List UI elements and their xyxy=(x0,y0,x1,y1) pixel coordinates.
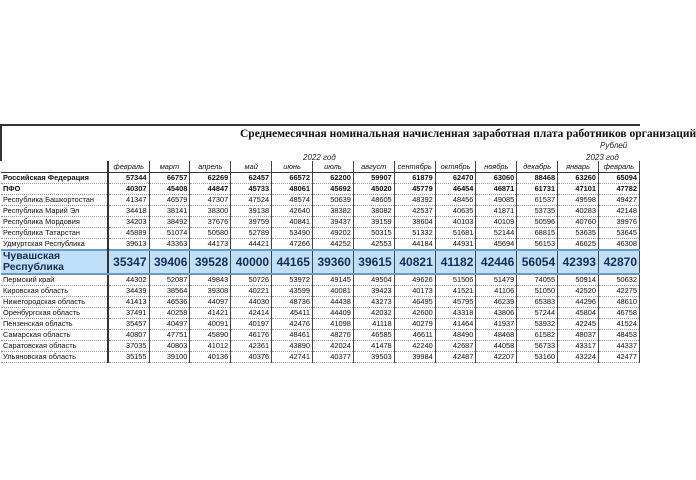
month-header-row xyxy=(1,161,640,173)
value-cell[interactable]: 40109 xyxy=(476,217,517,228)
value-cell[interactable]: 42414 xyxy=(231,308,272,319)
value-cell[interactable]: 65094 xyxy=(598,173,639,184)
table-row xyxy=(1,297,640,308)
value-cell[interactable]: 48461 xyxy=(272,330,313,341)
table-row xyxy=(1,173,640,184)
region-name-cell[interactable]: Удмуртская Республика xyxy=(1,239,108,251)
value-cell[interactable]: 40197 xyxy=(231,319,272,330)
value-cell[interactable]: 46454 xyxy=(435,184,476,195)
value-cell[interactable]: 47307 xyxy=(190,195,231,206)
value-cell[interactable]: 41106 xyxy=(476,286,517,297)
value-cell[interactable]: 40081 xyxy=(312,286,353,297)
value-cell[interactable]: 44847 xyxy=(190,184,231,195)
value-cell[interactable]: 39100 xyxy=(149,352,190,363)
month-header[interactable]: март xyxy=(149,161,190,173)
value-cell[interactable]: 50580 xyxy=(190,228,231,239)
value-cell[interactable]: 48453 xyxy=(598,330,639,341)
value-cell[interactable]: 42393 xyxy=(558,250,599,274)
value-cell[interactable]: 48276 xyxy=(312,330,353,341)
month-header[interactable]: август xyxy=(353,161,394,173)
value-cell[interactable]: 38300 xyxy=(190,206,231,217)
value-cell[interactable]: 40258 xyxy=(149,308,190,319)
value-cell[interactable]: 40103 xyxy=(435,217,476,228)
value-cell[interactable]: 48605 xyxy=(353,195,394,206)
value-cell[interactable]: 47751 xyxy=(149,330,190,341)
value-cell[interactable]: 88468 xyxy=(517,173,558,184)
value-cell[interactable]: 47101 xyxy=(558,184,599,195)
value-cell[interactable]: 43806 xyxy=(476,308,517,319)
value-cell[interactable]: 46758 xyxy=(598,308,639,319)
value-cell[interactable]: 40376 xyxy=(231,352,272,363)
value-cell[interactable]: 40841 xyxy=(272,217,313,228)
value-cell[interactable]: 40635 xyxy=(435,206,476,217)
value-cell[interactable]: 41464 xyxy=(435,319,476,330)
month-header[interactable]: апрель xyxy=(190,161,231,173)
value-cell[interactable]: 35347 xyxy=(108,250,149,274)
region-name-cell[interactable]: Чувашская Республика xyxy=(1,250,108,274)
table-row xyxy=(1,286,640,297)
value-cell[interactable]: 39360 xyxy=(312,250,353,274)
value-cell[interactable]: 42487 xyxy=(435,352,476,363)
value-cell[interactable]: 45804 xyxy=(558,308,599,319)
region-name-cell[interactable]: Республика Татарстан xyxy=(1,228,108,239)
value-cell[interactable]: 42361 xyxy=(231,341,272,352)
value-cell[interactable]: 38141 xyxy=(149,206,190,217)
value-cell[interactable]: 46495 xyxy=(394,297,435,308)
table-row xyxy=(1,308,640,319)
value-cell[interactable]: 49626 xyxy=(394,274,435,286)
value-cell[interactable]: 46579 xyxy=(149,195,190,206)
value-cell[interactable]: 44030 xyxy=(231,297,272,308)
value-cell[interactable]: 53160 xyxy=(517,352,558,363)
value-cell[interactable]: 39159 xyxy=(353,217,394,228)
value-cell[interactable]: 43317 xyxy=(558,341,599,352)
value-cell[interactable]: 40173 xyxy=(394,286,435,297)
region-name-cell[interactable]: Саратовская область xyxy=(1,341,108,352)
value-cell[interactable]: 43599 xyxy=(272,286,313,297)
value-cell[interactable]: 44058 xyxy=(476,341,517,352)
value-cell[interactable]: 51050 xyxy=(517,286,558,297)
value-cell[interactable]: 40091 xyxy=(190,319,231,330)
value-cell[interactable]: 50315 xyxy=(353,228,394,239)
month-header[interactable]: октябрь xyxy=(435,161,476,173)
value-cell[interactable]: 44165 xyxy=(272,250,313,274)
value-cell[interactable]: 42870 xyxy=(598,250,639,274)
table-row xyxy=(1,250,640,274)
region-name-cell[interactable]: Самарская область xyxy=(1,330,108,341)
value-cell[interactable]: 35457 xyxy=(108,319,149,330)
value-cell[interactable]: 40377 xyxy=(312,352,353,363)
value-cell[interactable]: 51479 xyxy=(476,274,517,286)
value-cell[interactable]: 50726 xyxy=(231,274,272,286)
value-cell[interactable]: 63060 xyxy=(476,173,517,184)
value-cell[interactable]: 45795 xyxy=(435,297,476,308)
table-row xyxy=(1,341,640,352)
value-cell[interactable]: 48061 xyxy=(272,184,313,195)
value-cell[interactable]: 39528 xyxy=(190,250,231,274)
value-cell[interactable]: 46239 xyxy=(476,297,517,308)
value-cell[interactable]: 52087 xyxy=(149,274,190,286)
table-row xyxy=(1,330,640,341)
table-row xyxy=(1,319,640,330)
value-cell[interactable]: 57344 xyxy=(108,173,149,184)
value-cell[interactable]: 40307 xyxy=(108,184,149,195)
value-cell[interactable]: 39613 xyxy=(108,239,149,251)
value-cell[interactable]: 42207 xyxy=(476,352,517,363)
value-cell[interactable]: 56153 xyxy=(517,239,558,251)
spreadsheet xyxy=(0,124,640,363)
region-name-cell[interactable]: Оренбургская область xyxy=(1,308,108,319)
value-cell[interactable]: 49598 xyxy=(558,195,599,206)
value-cell[interactable]: 46536 xyxy=(149,297,190,308)
report-title: Среднемесячная номинальная начисленная заработная плата работников организаций xyxy=(240,128,696,140)
value-cell[interactable]: 66572 xyxy=(272,173,313,184)
value-cell[interactable]: 44931 xyxy=(435,239,476,251)
value-cell[interactable]: 47266 xyxy=(272,239,313,251)
value-cell[interactable]: 52789 xyxy=(231,228,272,239)
value-cell[interactable]: 34439 xyxy=(108,286,149,297)
value-cell[interactable]: 40000 xyxy=(231,250,272,274)
value-cell[interactable]: 44421 xyxy=(231,239,272,251)
value-cell[interactable]: 45411 xyxy=(272,308,313,319)
value-cell[interactable]: 48456 xyxy=(435,195,476,206)
salary-table xyxy=(0,124,640,363)
region-name-cell[interactable]: Республика Башкортостан xyxy=(1,195,108,206)
value-cell[interactable]: 37035 xyxy=(108,341,149,352)
value-cell[interactable]: 41524 xyxy=(598,319,639,330)
region-name-cell[interactable]: Пермский край xyxy=(1,274,108,286)
value-cell[interactable]: 38082 xyxy=(353,206,394,217)
value-cell[interactable]: 39423 xyxy=(353,286,394,297)
value-cell[interactable]: 44337 xyxy=(598,341,639,352)
value-cell[interactable]: 38382 xyxy=(312,206,353,217)
value-cell[interactable]: 41098 xyxy=(312,319,353,330)
value-cell[interactable]: 41521 xyxy=(435,286,476,297)
value-cell[interactable]: 61731 xyxy=(517,184,558,195)
value-cell[interactable]: 53972 xyxy=(272,274,313,286)
value-cell[interactable]: 45694 xyxy=(476,239,517,251)
value-cell[interactable]: 42446 xyxy=(476,250,517,274)
value-cell[interactable]: 44184 xyxy=(394,239,435,251)
value-cell[interactable]: 41421 xyxy=(190,308,231,319)
value-cell[interactable]: 66757 xyxy=(149,173,190,184)
value-cell[interactable]: 44173 xyxy=(190,239,231,251)
value-cell[interactable]: 43318 xyxy=(435,308,476,319)
value-cell[interactable]: 44409 xyxy=(312,308,353,319)
value-cell[interactable]: 62200 xyxy=(312,173,353,184)
value-cell[interactable]: 46611 xyxy=(394,330,435,341)
value-cell[interactable]: 62470 xyxy=(435,173,476,184)
region-name-cell[interactable]: Республика Марий Эл xyxy=(1,206,108,217)
value-cell[interactable]: 42687 xyxy=(435,341,476,352)
value-cell[interactable]: 40279 xyxy=(394,319,435,330)
value-cell[interactable]: 42275 xyxy=(598,286,639,297)
value-cell[interactable]: 45889 xyxy=(108,228,149,239)
value-cell[interactable]: 47782 xyxy=(598,184,639,195)
value-cell[interactable]: 41937 xyxy=(476,319,517,330)
value-cell[interactable]: 45779 xyxy=(394,184,435,195)
value-cell[interactable]: 44438 xyxy=(312,297,353,308)
value-cell[interactable]: 48574 xyxy=(272,195,313,206)
value-cell[interactable]: 42741 xyxy=(272,352,313,363)
value-cell[interactable]: 51506 xyxy=(435,274,476,286)
value-cell[interactable]: 41413 xyxy=(108,297,149,308)
value-cell[interactable]: 40803 xyxy=(149,341,190,352)
month-header[interactable]: сентябрь xyxy=(394,161,435,173)
value-cell[interactable]: 53490 xyxy=(272,228,313,239)
value-cell[interactable]: 42640 xyxy=(272,206,313,217)
value-cell[interactable]: 42537 xyxy=(394,206,435,217)
region-name-cell[interactable]: Ульяновская область xyxy=(1,352,108,363)
value-cell[interactable]: 43890 xyxy=(272,341,313,352)
value-cell[interactable]: 41347 xyxy=(108,195,149,206)
month-header[interactable]: декабрь xyxy=(517,161,558,173)
table-row xyxy=(1,206,640,217)
value-cell[interactable]: 61879 xyxy=(394,173,435,184)
value-cell[interactable]: 40497 xyxy=(149,319,190,330)
value-cell[interactable]: 41182 xyxy=(435,250,476,274)
value-cell[interactable]: 42553 xyxy=(353,239,394,251)
table-row xyxy=(1,352,640,363)
month-header[interactable]: февраль xyxy=(598,161,639,173)
value-cell[interactable]: 56733 xyxy=(517,341,558,352)
value-cell[interactable]: 39976 xyxy=(598,217,639,228)
value-cell[interactable]: 50632 xyxy=(598,274,639,286)
value-cell[interactable]: 39138 xyxy=(231,206,272,217)
table-row xyxy=(1,217,640,228)
region-name-cell[interactable]: Нижегородская область xyxy=(1,297,108,308)
header-corner xyxy=(1,161,108,173)
value-cell[interactable]: 56054 xyxy=(517,250,558,274)
value-cell[interactable]: 46176 xyxy=(231,330,272,341)
table-row xyxy=(1,274,640,286)
value-cell[interactable]: 42024 xyxy=(312,341,353,352)
value-cell[interactable]: 40760 xyxy=(558,217,599,228)
value-cell[interactable]: 48037 xyxy=(558,330,599,341)
value-cell[interactable]: 61537 xyxy=(517,195,558,206)
value-cell[interactable]: 40221 xyxy=(231,286,272,297)
value-cell[interactable]: 35155 xyxy=(108,352,149,363)
value-cell[interactable]: 39437 xyxy=(312,217,353,228)
value-cell[interactable]: 34418 xyxy=(108,206,149,217)
value-cell[interactable]: 48610 xyxy=(598,297,639,308)
value-cell[interactable]: 50639 xyxy=(312,195,353,206)
value-cell[interactable]: 48736 xyxy=(272,297,313,308)
value-cell[interactable]: 42245 xyxy=(558,319,599,330)
value-cell[interactable]: 42476 xyxy=(272,319,313,330)
value-cell[interactable]: 43224 xyxy=(558,352,599,363)
value-cell[interactable]: 42600 xyxy=(394,308,435,319)
value-cell[interactable]: 38604 xyxy=(394,217,435,228)
value-cell[interactable]: 42240 xyxy=(394,341,435,352)
value-cell[interactable]: 59907 xyxy=(353,173,394,184)
value-cell[interactable]: 62457 xyxy=(231,173,272,184)
value-cell[interactable]: 49085 xyxy=(476,195,517,206)
region-name-cell[interactable]: Пензенская область xyxy=(1,319,108,330)
value-cell[interactable]: 45020 xyxy=(353,184,394,195)
value-cell[interactable]: 49427 xyxy=(598,195,639,206)
value-cell[interactable]: 51074 xyxy=(149,228,190,239)
year-label-2023: 2023 год xyxy=(586,153,619,162)
value-cell[interactable]: 39406 xyxy=(149,250,190,274)
month-header[interactable]: февраль xyxy=(108,161,149,173)
region-name-cell[interactable]: Российская Федерация xyxy=(1,173,108,184)
value-cell[interactable]: 53932 xyxy=(517,319,558,330)
value-cell[interactable]: 53635 xyxy=(558,228,599,239)
value-cell[interactable]: 44097 xyxy=(190,297,231,308)
value-cell[interactable]: 50596 xyxy=(517,217,558,228)
value-cell[interactable]: 49843 xyxy=(190,274,231,286)
month-header[interactable]: ноябрь xyxy=(476,161,517,173)
value-cell[interactable]: 44252 xyxy=(312,239,353,251)
value-cell[interactable]: 46585 xyxy=(353,330,394,341)
value-cell[interactable]: 74055 xyxy=(517,274,558,286)
value-cell[interactable]: 40136 xyxy=(190,352,231,363)
value-cell[interactable]: 39759 xyxy=(231,217,272,228)
region-name-cell[interactable]: Кировская область xyxy=(1,286,108,297)
value-cell[interactable]: 49202 xyxy=(312,228,353,239)
table-row xyxy=(1,184,640,195)
value-cell[interactable]: 51681 xyxy=(435,228,476,239)
value-cell[interactable]: 48468 xyxy=(476,330,517,341)
value-cell[interactable]: 37676 xyxy=(190,217,231,228)
value-cell[interactable]: 49504 xyxy=(353,274,394,286)
value-cell[interactable]: 46625 xyxy=(558,239,599,251)
unit-label: Рублей xyxy=(600,141,628,150)
value-cell[interactable]: 63260 xyxy=(558,173,599,184)
value-cell[interactable]: 39308 xyxy=(190,286,231,297)
value-cell[interactable]: 38564 xyxy=(149,286,190,297)
value-cell[interactable]: 44296 xyxy=(558,297,599,308)
value-cell[interactable]: 50914 xyxy=(558,274,599,286)
table-row xyxy=(1,228,640,239)
value-cell[interactable]: 37491 xyxy=(108,308,149,319)
value-cell[interactable]: 43363 xyxy=(149,239,190,251)
value-cell[interactable]: 45408 xyxy=(149,184,190,195)
value-cell[interactable]: 51332 xyxy=(394,228,435,239)
value-cell[interactable]: 39503 xyxy=(353,352,394,363)
value-cell[interactable]: 47524 xyxy=(231,195,272,206)
year-label-2022: 2022 год xyxy=(303,153,336,162)
month-header[interactable]: май xyxy=(231,161,272,173)
value-cell[interactable]: 44302 xyxy=(108,274,149,286)
value-cell[interactable]: 45733 xyxy=(231,184,272,195)
value-cell[interactable]: 49145 xyxy=(312,274,353,286)
value-cell[interactable]: 41871 xyxy=(476,206,517,217)
value-cell[interactable]: 52144 xyxy=(476,228,517,239)
value-cell[interactable]: 62269 xyxy=(190,173,231,184)
value-cell[interactable]: 34203 xyxy=(108,217,149,228)
value-cell[interactable]: 43273 xyxy=(353,297,394,308)
value-cell[interactable]: 48392 xyxy=(394,195,435,206)
value-cell[interactable]: 42477 xyxy=(598,352,639,363)
month-header[interactable]: июнь xyxy=(272,161,313,173)
value-cell[interactable]: 57244 xyxy=(517,308,558,319)
value-cell[interactable]: 40807 xyxy=(108,330,149,341)
table-row xyxy=(1,239,640,251)
value-cell[interactable]: 45890 xyxy=(190,330,231,341)
value-cell[interactable]: 65383 xyxy=(517,297,558,308)
value-cell[interactable]: 53645 xyxy=(598,228,639,239)
value-cell[interactable]: 48490 xyxy=(435,330,476,341)
value-cell[interactable]: 40283 xyxy=(558,206,599,217)
region-name-cell[interactable]: ПФО xyxy=(1,184,108,195)
value-cell[interactable]: 68815 xyxy=(517,228,558,239)
value-cell[interactable]: 46308 xyxy=(598,239,639,251)
value-cell[interactable]: 42032 xyxy=(353,308,394,319)
value-cell[interactable]: 53735 xyxy=(517,206,558,217)
month-header[interactable]: июль xyxy=(312,161,353,173)
value-cell[interactable]: 41118 xyxy=(353,319,394,330)
value-cell[interactable]: 39615 xyxy=(353,250,394,274)
value-cell[interactable]: 61582 xyxy=(517,330,558,341)
value-cell[interactable]: 46871 xyxy=(476,184,517,195)
value-cell[interactable]: 40821 xyxy=(394,250,435,274)
value-cell[interactable]: 39984 xyxy=(394,352,435,363)
value-cell[interactable]: 41012 xyxy=(190,341,231,352)
value-cell[interactable]: 41478 xyxy=(353,341,394,352)
value-cell[interactable]: 45692 xyxy=(312,184,353,195)
region-name-cell[interactable]: Республика Мордовия xyxy=(1,217,108,228)
month-header[interactable]: январь xyxy=(558,161,599,173)
table-row xyxy=(1,195,640,206)
value-cell[interactable]: 38492 xyxy=(149,217,190,228)
value-cell[interactable]: 42148 xyxy=(598,206,639,217)
value-cell[interactable]: 42520 xyxy=(558,286,599,297)
